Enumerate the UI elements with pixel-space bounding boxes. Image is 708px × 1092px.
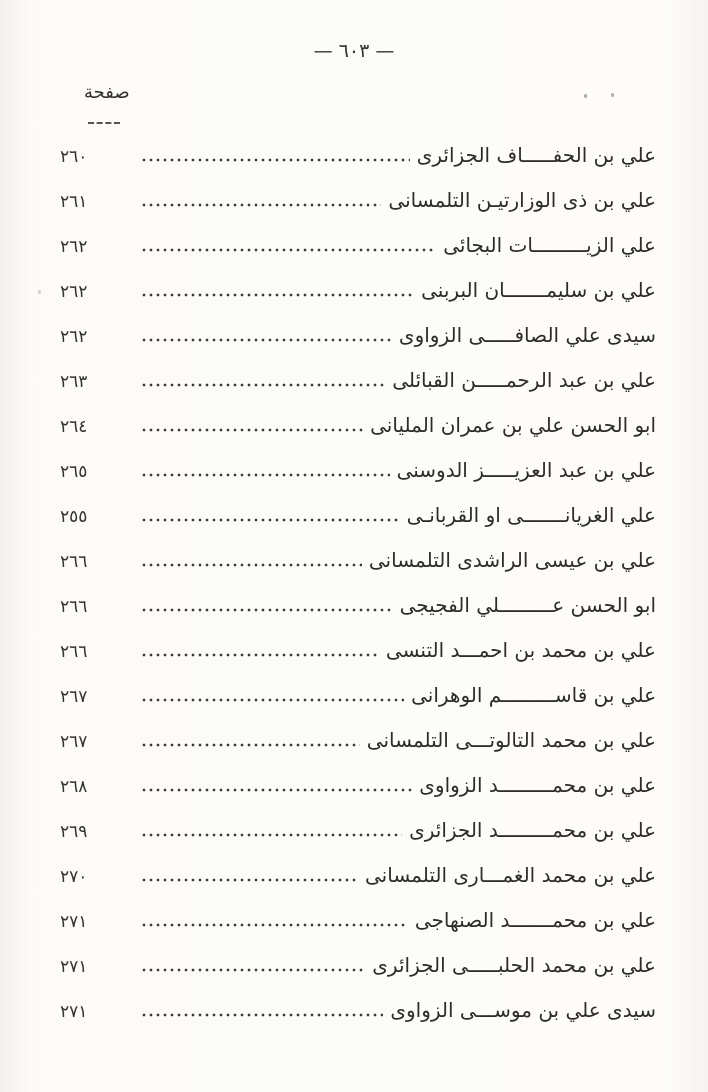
entry-page-number: ٢٦٧ <box>60 732 88 752</box>
index-row <box>60 502 656 547</box>
index-row <box>60 232 656 277</box>
page-column-header: صفحة <box>84 82 130 103</box>
entry-page-number: ٢٦٨ <box>60 777 88 797</box>
entry-name: سيدى علي بن موســـى الزواوى <box>390 998 656 1022</box>
dotted-leader <box>142 563 362 567</box>
dotted-leader <box>142 203 381 207</box>
entry-name: علي بن محمد بن احمـــد التنسى <box>385 638 656 662</box>
dotted-leader <box>142 383 385 387</box>
entry-page-number: ٢٦٢ <box>60 237 88 257</box>
entry-name: علي بن عبد العزيـــــز الدوسنى <box>396 458 656 482</box>
dotted-leader <box>142 338 392 342</box>
dotted-leader <box>142 518 400 522</box>
index-row <box>60 907 656 952</box>
dotted-leader <box>142 968 365 972</box>
column-header-rule <box>88 122 120 124</box>
index-row <box>60 592 656 637</box>
index-row <box>60 412 656 457</box>
entry-page-number: ٢٦٧ <box>60 687 88 707</box>
entry-page-number: ٢٦٤ <box>60 417 88 437</box>
entry-page-number: ٢٦٦ <box>60 552 88 572</box>
entry-page-number: ٢٦٦ <box>60 642 88 662</box>
entry-name: علي بن الحفـــــاف الجزائرى <box>416 143 656 167</box>
entry-page-number: ٢٦٥ <box>60 462 88 482</box>
entry-name: علي بن قاســـــــــم الوهرانى <box>411 683 656 707</box>
entry-name: سيدى علي الصافـــــى الزواوى <box>398 323 656 347</box>
index-row <box>60 322 656 367</box>
dotted-leader <box>142 428 363 432</box>
index-row <box>60 862 656 907</box>
index-row <box>60 637 656 682</box>
entry-name: علي بن محمد التالوتـــى التلمسانى <box>366 728 656 752</box>
index-row <box>60 187 656 232</box>
entry-name: علي بن ذى الوزارتيـن التلمسانى <box>388 188 656 212</box>
index-row <box>60 277 656 322</box>
index-row <box>60 682 656 727</box>
entry-page-number: ٢٧٠ <box>60 867 88 887</box>
dotted-leader <box>142 698 404 702</box>
dotted-leader <box>142 833 402 837</box>
entry-name: علي الزيـــــــــات البجائى <box>443 233 656 257</box>
index-row <box>60 457 656 502</box>
entry-name: علي بن محمـــــــــد الجزائرى <box>409 818 656 842</box>
entry-name: علي بن عيسى الراشدى التلمسانى <box>368 548 656 572</box>
entry-page-number: ٢٦٢ <box>60 282 88 302</box>
entry-page-number: ٢٧١ <box>60 912 88 932</box>
entry-page-number: ٢٦٣ <box>60 372 88 392</box>
index-row <box>60 772 656 817</box>
dotted-leader <box>142 608 393 612</box>
dotted-leader <box>142 1013 383 1017</box>
index-list <box>60 142 656 1042</box>
page-number-top: — ٦٠٣ — <box>313 40 395 62</box>
entry-name: علي بن عبد الرحمـــــن القبائلى <box>392 368 656 392</box>
dotted-leader <box>142 653 379 657</box>
ink-speck <box>38 290 41 294</box>
dotted-leader <box>142 473 390 477</box>
entry-page-number: ٢٦٦ <box>60 597 88 617</box>
entry-name: علي بن محمد الحلبـــــى الجزائرى <box>372 953 656 977</box>
entry-name: علي بن محمـــــــد الصنهاجى <box>414 908 656 932</box>
entry-name: ابو الحسن علي بن عمران المليانى <box>370 413 656 437</box>
entry-page-number: ٢٦٢ <box>60 327 88 347</box>
index-row <box>60 547 656 592</box>
dotted-leader <box>142 158 410 162</box>
dotted-leader <box>142 743 360 747</box>
dotted-leader <box>142 878 358 882</box>
entry-page-number: ٢٦١ <box>60 192 88 212</box>
entry-name: علي بن سليمـــــــان البربنى <box>421 278 656 302</box>
index-row <box>60 367 656 412</box>
ink-speck <box>611 93 614 97</box>
entry-page-number: ٢٦٩ <box>60 822 88 842</box>
entry-page-number: ٢٦٠ <box>60 147 88 167</box>
index-row <box>60 817 656 862</box>
index-row <box>60 727 656 772</box>
index-row <box>60 142 656 187</box>
dotted-leader <box>142 248 436 252</box>
dotted-leader <box>142 788 412 792</box>
dotted-leader <box>142 293 414 297</box>
entry-name: ابو الحسن عـــــــــلي الفجيجى <box>399 593 656 617</box>
entry-name: علي بن محمد الغمـــارى التلمسانى <box>364 863 656 887</box>
entry-page-number: ٢٧١ <box>60 1002 88 1022</box>
index-row <box>60 997 656 1042</box>
dotted-leader <box>142 923 408 927</box>
entry-name: علي بن محمـــــــــد الزواوى <box>419 773 656 797</box>
index-row <box>60 952 656 997</box>
entry-page-number: ٢٥٥ <box>60 507 88 527</box>
entry-page-number: ٢٧١ <box>60 957 88 977</box>
entry-name: علي الغريانـــــــى او القربانـى <box>406 503 656 527</box>
ink-speck <box>584 94 587 98</box>
